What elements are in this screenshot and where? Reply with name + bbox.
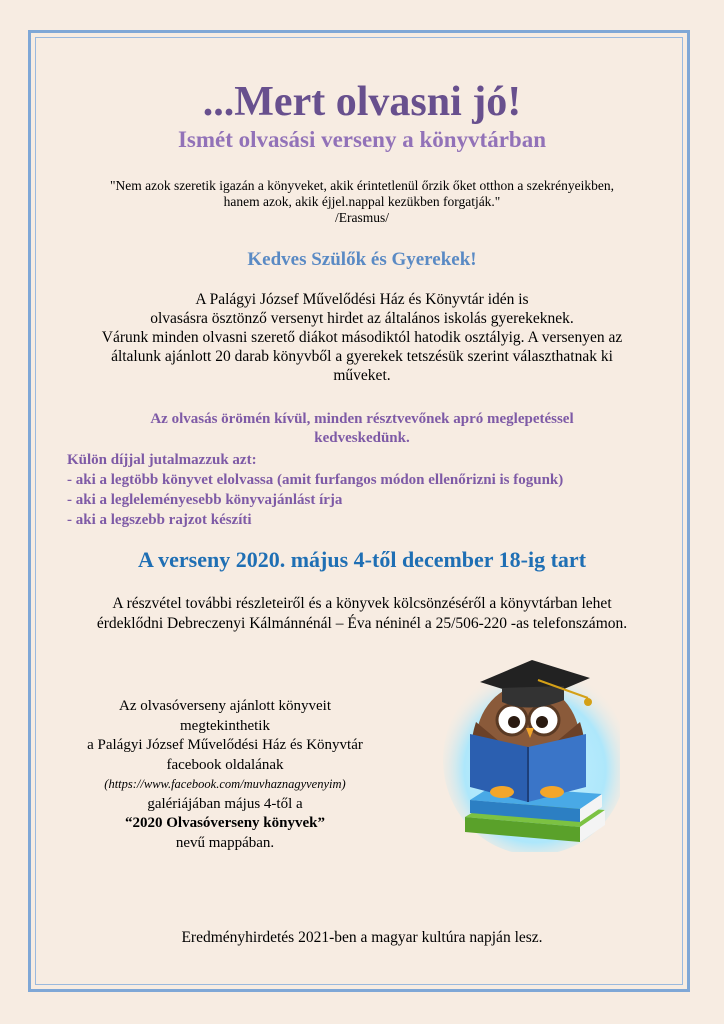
intro-line: olvasásra ösztönző versenyt hirdet az általános iskolás gyerekeknek. [150, 310, 574, 327]
intro-paragraph [0, 290, 724, 385]
quote-line: hanem azok, akik éjjel.nappal kezükben forgatják." [223, 194, 501, 209]
flyer-subtitle: Ismét olvasási verseny a könyvtárban [177, 127, 546, 152]
facebook-line: facebook oldalának [166, 756, 284, 773]
details-line: érdeklődni Debreczenyi Kálmánnénál – Éva néninél a 25/506-220 -as telefonszámon. [96, 615, 628, 632]
details-line: A részvétel további részleteiről és a könyvek kölcsönzéséről a könyvtárban lehet [112, 595, 612, 612]
facebook-info [60, 697, 390, 853]
facebook-line: a Palágyi József Művelődési Ház és Könyvtár [87, 737, 363, 753]
bonus-paragraph [0, 410, 724, 448]
prize-item: - aki a legtöbb könyvet elolvassa (amit furfangos módon ellenőrizni is fogunk) [67, 472, 564, 488]
prize-item: - aki a legszebb rajzot készíti [67, 512, 252, 528]
quote-line: "Nem azok szeretik igazán a könyveket, akik érintetlenül őrzik őket otthon a szekrényeikben, [109, 178, 615, 193]
facebook-line: megtekinthetik [180, 717, 270, 734]
intro-line: A Palágyi József Művelődési Ház és Könyvtár idén is [195, 291, 529, 308]
prizes-list [67, 450, 667, 530]
album-name: “2020 Olvasóverseny könyvek” [124, 815, 325, 831]
intro-line: Várunk minden olvasni szerető diákot másodiktól hatodik osztályig. A versenyen az [101, 329, 623, 346]
prizes-heading: Külön díjjal jutalmazzuk azt: [67, 452, 257, 468]
owl-reading-book-icon [440, 642, 620, 852]
bonus-line: Az olvasás örömén kívül, minden résztvevőnek apró meglepetéssel [150, 411, 574, 427]
facebook-url[interactable]: (https://www.facebook.com/muvhaznagyvenyim) [104, 777, 346, 791]
contest-dates: A verseny 2020. május 4-től december 18-ig tart [137, 547, 587, 572]
intro-line: általunk ajánlott 20 darab könyvből a gyerekek tetszésük szerint választhatnak ki [111, 348, 613, 365]
results-announcement: Eredményhirdetés 2021-ben a magyar kultúra napján lesz. [181, 929, 543, 946]
bonus-line: kedveskedünk. [314, 430, 410, 446]
greeting-heading: Kedves Szülők és Gyerekek! [247, 249, 477, 270]
flyer-title: ...Mert olvasni jó! [202, 79, 522, 125]
facebook-line: galériájában május 4-től a [147, 795, 303, 812]
facebook-line: Az olvasóverseny ajánlott könyveit [118, 698, 332, 714]
contact-details [0, 594, 724, 634]
prize-item: - aki a leglelеményesebb könyvajánlást írja [67, 492, 343, 508]
intro-line: műveket. [333, 367, 391, 384]
facebook-line: nevű mappában. [175, 834, 275, 851]
erasmus-quote [0, 178, 724, 226]
quote-author: /Erasmus/ [335, 210, 389, 225]
